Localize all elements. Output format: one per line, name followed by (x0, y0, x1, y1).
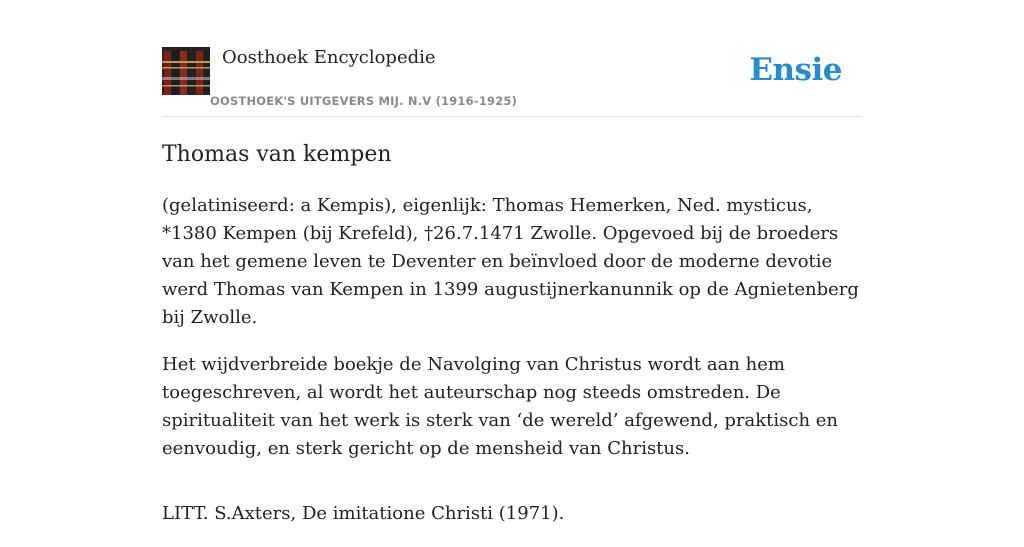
brand-logo[interactable]: Ensie (749, 52, 842, 88)
article-paragraph: Het wijdverbreide boekje de Navolging van Christus wordt aan hem toegeschreven, al wordt het auteurschap nog steeds omstreden. De spiritualiteit van het werk is sterk van ‘de wereld’ afgewend, praktisch en eenvoudig, en sterk gericht op de mensheid van Christus. (162, 354, 839, 459)
header (162, 46, 862, 117)
encyclopedia-books-icon[interactable] (162, 47, 210, 95)
publisher-label[interactable]: OOSTHOEK'S UITGEVERS MIJ. N.V (1916-1925) (210, 94, 518, 108)
article-body (162, 192, 862, 547)
site-title[interactable]: Oosthoek Encyclopedie (222, 47, 436, 68)
article-paragraph: (gelatiniseerd: a Kempis), eigenlijk: Thomas Hemerken, Ned. mysticus, *1380 Kempen (bij Krefeld), †26.7.1471 Zwolle. Opgevoed bij de broeders van het gemene leven te Deventer en beïnvloed door de moderne devotie werd Thomas van Kempen in 1399 augustijnerkanunnik op de Agnietenberg bij Zwolle. (162, 195, 859, 328)
article-title: Thomas van kempen (162, 142, 392, 167)
literature-reference: LITT. S.Axters, De imitatione Christi (1971). (162, 503, 565, 524)
